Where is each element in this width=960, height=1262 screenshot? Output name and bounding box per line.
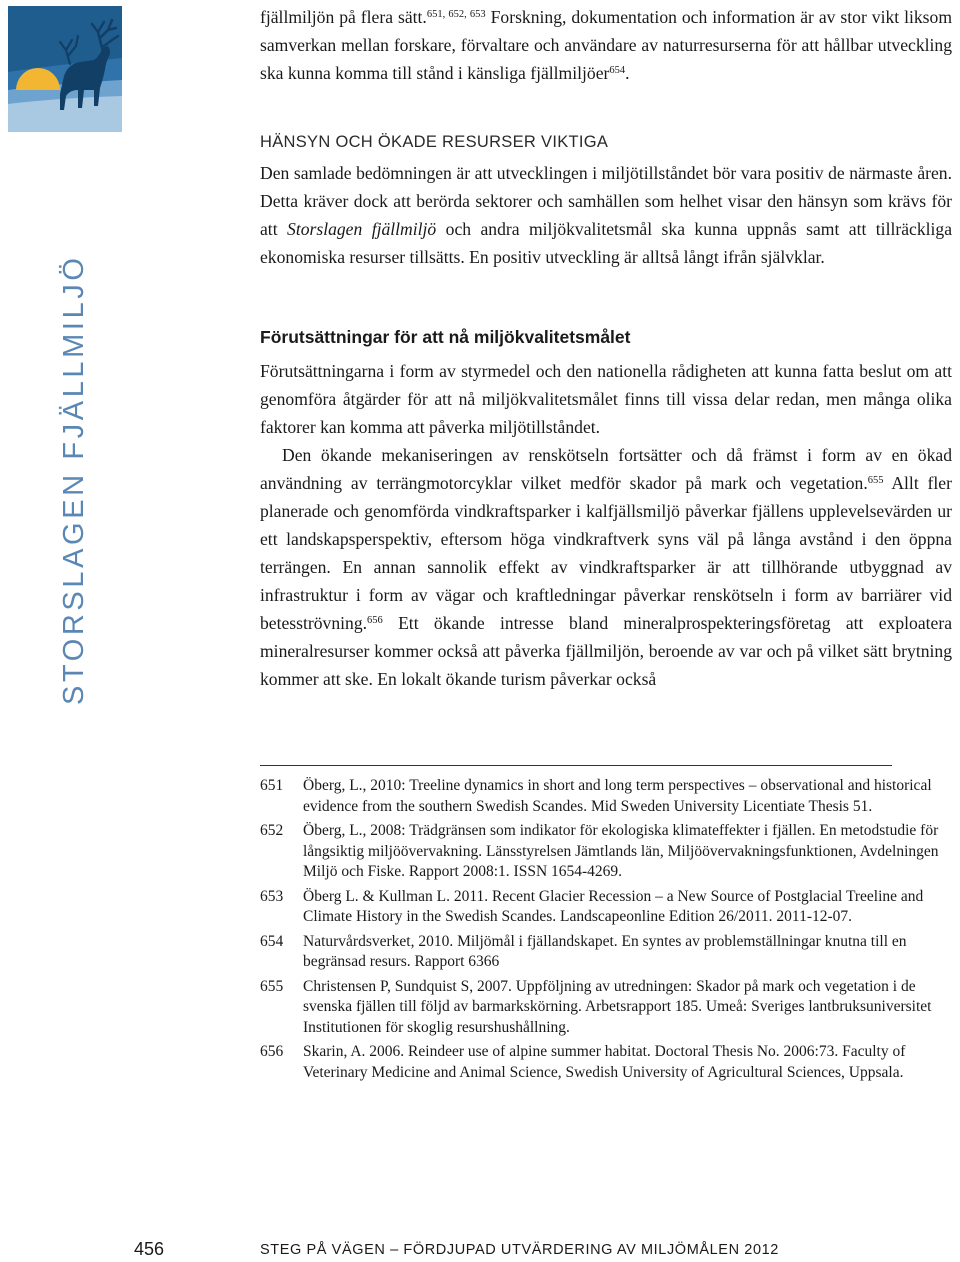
intro-paragraph: [260, 3, 952, 87]
footnote-item: [260, 776, 950, 817]
footnote-text: Naturvårdsverket, 2010. Miljömål i fjällandskapet. En syntes av problemställningar knutna till en begränsad resurs. Rapport 6366: [303, 932, 907, 970]
section-heading: HÄNSYN OCH ÖKADE RESURSER VIKTIGA: [260, 133, 609, 151]
footnote-number: 655: [260, 977, 284, 995]
footnote-text: Öberg L. & Kullman L. 2011. Recent Glacier Recession – a New Source of Postglacial Treeline and Climate History in the Swedish Scandes. Landscapeonline Edition 26/2011. 2011-12-07.: [303, 887, 924, 925]
footnote-item: [260, 1042, 950, 1083]
intro-text-a: fjällmiljön på flera sätt.: [260, 7, 427, 27]
footnote-item: [260, 977, 950, 1039]
footnote-ref[interactable]: 655: [867, 475, 884, 486]
footnote-text: Öberg, L., 2010: Treeline dynamics in short and long term perspectives – observational and historical evidence from the southern Swedish Scandes. Mid Sweden University Licentiate Thesis 51.: [303, 777, 932, 815]
paragraph-text-b: Allt fler planerade och genomförda vindkraftsparker i kalfjällsmiljö påverkar fjällens upplevelsevärden ur ett landskapsperspektiv, eftersom höga vindkraftverk syns väl på långa avstånd i den öppna terrängen. En annan sannolik effekt av vindkraftsparker är att tillhörande utbyggnad av infrastruktur i form av vägar och kraftledningar påverkar renskötseln i form av barriärer vid betesströvning.: [260, 473, 952, 633]
section-text-b: och andra miljökvalitetsmål ska kunna uppnås samt att tillräckliga ekonomiska resurser tillsätts. En positiv utveckling är alltså långt ifrån självklar.: [260, 219, 953, 267]
footnote-text: Christensen P, Sundquist S, 2007. Uppföljning av utredningen: Skador på mark och vegetation i de svenska fjällen till följd av barmarkskörning. Arbetsrapport 185. Umeå: Sveriges lantbruksuniversitet Institutionen för skoglig resurshushållning.: [303, 977, 932, 1036]
subsection-heading: Förutsättningar för att nå miljökvalitetsmålet: [260, 327, 631, 347]
footnote-ref[interactable]: 651, 652, 653: [426, 9, 486, 20]
footnote-number: 653: [260, 887, 284, 905]
sidebar-section-label: STORSLAGEN FJÄLLMILJÖ: [58, 254, 90, 705]
footnote-number: 651: [260, 777, 284, 794]
footnote-number: 656: [260, 1043, 284, 1060]
footnote-item: [260, 932, 950, 973]
subsection-paragraph-2: [260, 441, 952, 693]
footnote-ref[interactable]: 656: [367, 615, 383, 626]
section-paragraph: [260, 159, 952, 271]
intro-text-c: .: [625, 63, 630, 83]
page-number: 456: [134, 1239, 165, 1259]
footnotes-list: [260, 776, 950, 1087]
footnote-item: [260, 821, 950, 883]
footnote-ref[interactable]: 654: [609, 65, 626, 76]
running-footer: STEG PÅ VÄGEN – FÖRDJUPAD UTVÄRDERING AV MILJÖMÅLEN 2012: [260, 1242, 779, 1258]
footnote-text: Öberg, L., 2008: Trädgränsen som indikator för ekologiska klimateffekter i fjällen. En metodstudie för långsiktig miljöövervakning. Länsstyrelsen Jämtlands län, Miljöövervakningsfunktionen, Avdelningen Miljö och Fiske. Rapport 2008:1. ISSN 1654-4269.: [303, 822, 939, 880]
paragraph-text-c: Ett ökande intresse bland mineralprospekteringsföretag att exploatera mineralresurser kommer också att påverka fjällmiljön, beroende av var och på vilket sätt brytning kommer att ske. En lokalt ökande turism påverkar också: [260, 613, 952, 689]
footnote-item: [260, 887, 950, 928]
emphasis-text: Storslagen fjällmiljö: [287, 219, 437, 239]
reindeer-logo-icon: [8, 6, 122, 132]
paragraph-text-a: Den ökande mekaniseringen av renskötseln fortsätter och då främst i form av en ökad användning av terrängmotorcyklar vilket medför skador på mark och vegetation.: [260, 445, 952, 493]
footnote-number: 654: [260, 932, 284, 950]
footnote-text: Skarin, A. 2006. Reindeer use of alpine summer habitat. Doctoral Thesis No. 2006:73. Faculty of Veterinary Medicine and Animal Science, Swedish University of Agricultural Sciences, Uppsala.: [303, 1043, 906, 1081]
section-text-a: Den samlade bedömningen är att utvecklingen i miljötillståndet bör vara positiv de närmaste åren. Detta kräver dock att berörda sektorer och samhällen som helhet visar den hänsyn som krävs för att: [260, 163, 952, 239]
intro-text-b: Forskning, dokumentation och information är av stor vikt liksom samverkan mellan forskare, förvaltare och användare av naturresurserna för att hållbar utveckling ska kunna komma till stånd i känsliga fjällmiljöer: [260, 7, 953, 83]
subsection-paragraph-1: Förutsättningarna i form av styrmedel och den nationella rådigheten att kunna fatta beslut om att genomföra åtgärder för att nå miljökvalitetsmålet finns till vissa delar redan, men många olika faktorer kan komma att påverka miljötillståndet.: [260, 361, 952, 437]
footnote-number: 652: [260, 822, 284, 839]
footnote-divider: [260, 765, 892, 766]
